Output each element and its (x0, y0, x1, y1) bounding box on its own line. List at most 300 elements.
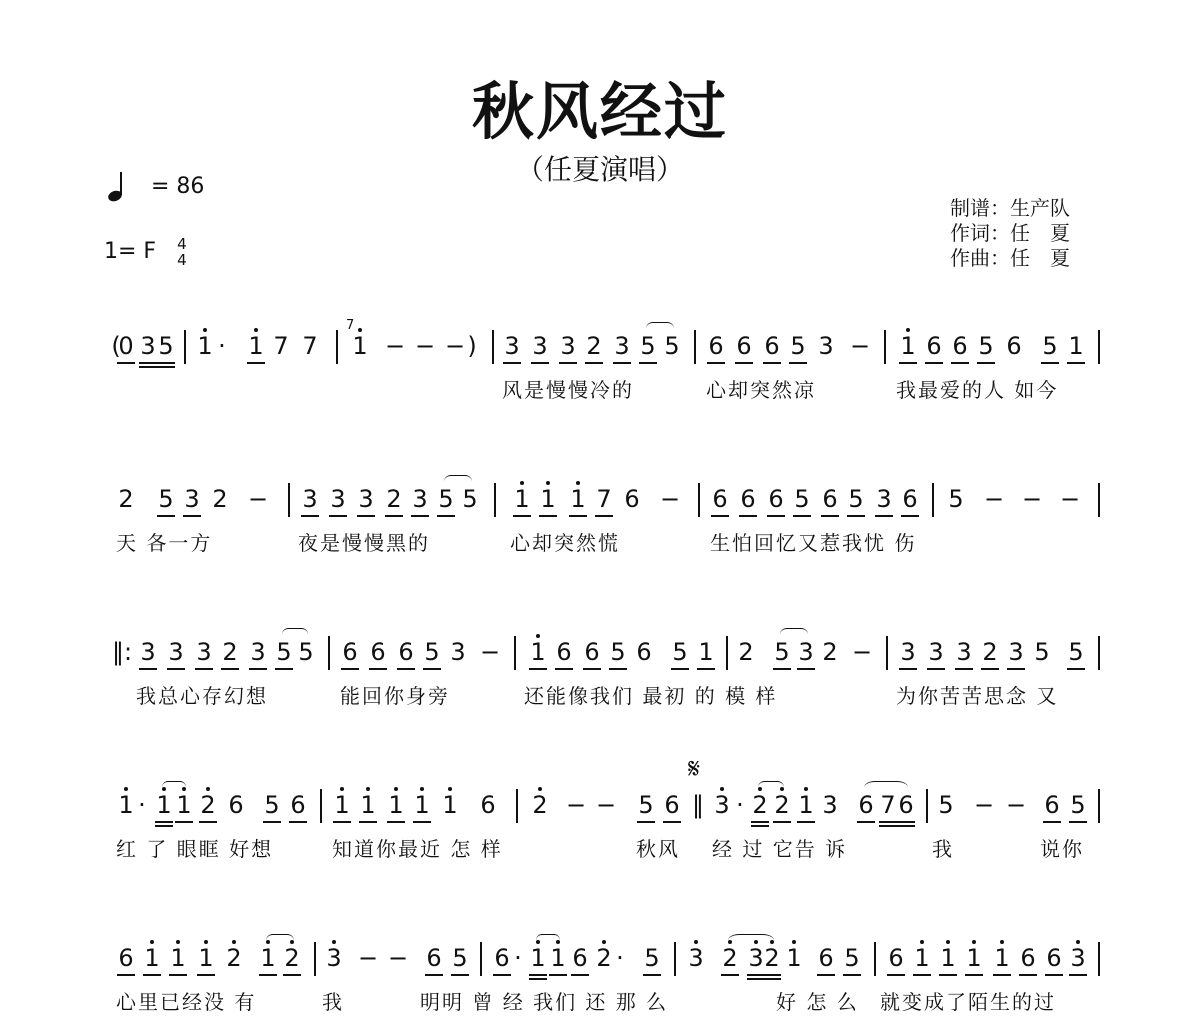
note-symbol: 1 (260, 944, 276, 972)
note-symbol: 1 (176, 791, 192, 819)
note-symbol: 1 (352, 332, 368, 360)
note-symbol: 1 (156, 791, 172, 819)
note-symbol: 5 (1068, 638, 1084, 666)
note-symbol: 2 (284, 944, 300, 972)
underline (529, 974, 547, 976)
note-symbol: 2 (118, 485, 134, 513)
octave-dot (520, 481, 524, 485)
lyric-phrase: 说你 (1040, 837, 1084, 861)
note-symbol: 6 (118, 944, 134, 972)
note-symbol: 6 (664, 791, 680, 819)
note-symbol: 5 (638, 791, 654, 819)
note-symbol: − (1021, 485, 1043, 513)
grace-note: 7 (346, 318, 355, 333)
note-symbol: 2 (774, 791, 790, 819)
underline (1019, 974, 1037, 976)
note-symbol: − (479, 638, 501, 666)
note-symbol: 1 (994, 944, 1010, 972)
lyric-phrase: 天 各一方 (116, 531, 213, 555)
barline (328, 636, 330, 670)
underline (197, 974, 215, 976)
underline (139, 668, 157, 670)
notation-row (0, 781, 1200, 831)
note-symbol: − (247, 485, 269, 513)
underline (1045, 974, 1063, 976)
lyric-phrase: 能回你身旁 (340, 684, 450, 708)
note-symbol: 6 (370, 638, 386, 666)
note-symbol: 6 (480, 791, 496, 819)
note-symbol: 5 (276, 638, 292, 666)
underline (637, 821, 655, 823)
note-symbol: 6 (740, 485, 756, 513)
octave-dot (972, 940, 976, 944)
underline (117, 974, 135, 976)
underline (1043, 821, 1061, 823)
note-symbol: 5 (462, 485, 478, 513)
note-symbol: 6 (898, 791, 914, 819)
note-symbol: 7 (880, 791, 896, 819)
note-symbol: 6 (1046, 944, 1062, 972)
quarter-note-icon (104, 170, 144, 204)
note-symbol: 1 (530, 638, 546, 666)
underline (437, 515, 455, 517)
underline (981, 668, 999, 670)
note-symbol: 3 (822, 791, 838, 819)
lyric-phrase: 好 怎 么 (776, 990, 859, 1014)
note-symbol: 5 (1070, 791, 1086, 819)
key-signature (104, 236, 187, 268)
lyric-phrase: 生怕回忆又惹我忧 伤 (710, 531, 917, 555)
note-symbol: 1 (1068, 332, 1084, 360)
underline (529, 668, 547, 670)
underline (549, 974, 567, 976)
octave-dot (232, 940, 236, 944)
note-symbol: 3 (330, 485, 346, 513)
note-symbol: 3 (196, 638, 212, 666)
underline (1069, 821, 1087, 823)
note-symbol: 6 (572, 944, 588, 972)
underline (595, 515, 613, 517)
note-symbol: 3 (140, 638, 156, 666)
underline (155, 821, 173, 823)
octave-dot (602, 940, 606, 944)
octave-dot (203, 328, 207, 332)
note-symbol: 5 (672, 638, 688, 666)
note-symbol: 6 (1006, 332, 1022, 360)
slur (282, 628, 308, 641)
underline (539, 515, 557, 517)
underline-double (157, 366, 175, 368)
note-symbol: 3 (748, 944, 764, 972)
underline (289, 821, 307, 823)
underline-double (751, 825, 769, 827)
note-symbol: 6 (398, 638, 414, 666)
underline (993, 974, 1011, 976)
note-symbol: 6 (952, 332, 968, 360)
note-symbol: − (444, 332, 466, 360)
octave-dot (538, 787, 542, 791)
lyric-phrase: 还能像我们 最初 的 模 样 (524, 684, 778, 708)
underline (531, 362, 549, 364)
underline (1069, 974, 1087, 976)
note-symbol: 5 (438, 485, 454, 513)
octave-dot (254, 328, 258, 332)
note-symbol: 2 (200, 791, 216, 819)
underline (887, 974, 905, 976)
underline (117, 362, 135, 364)
note-symbol: − (384, 332, 406, 360)
underline (913, 974, 931, 976)
note-symbol: 2 (222, 638, 238, 666)
note-symbol: 3 (876, 485, 892, 513)
song-subtitle: （任夏演唱） (515, 153, 684, 186)
lyric-phrase: 我 (322, 990, 344, 1014)
slur (864, 781, 908, 794)
underline (451, 974, 469, 976)
underline (879, 821, 897, 823)
note-symbol: 1 (530, 944, 546, 972)
time-sig-bottom: 4 (177, 251, 187, 269)
note-symbol: 5 (848, 485, 864, 513)
time-sig-top: 4 (177, 235, 187, 253)
underline (1007, 668, 1025, 670)
underline (157, 362, 175, 364)
note-symbol: 1 (118, 791, 134, 819)
credits (950, 196, 1070, 271)
underline (259, 974, 277, 976)
underline (773, 821, 791, 823)
lyrics-row (0, 374, 1200, 402)
slur (266, 934, 294, 947)
barline (480, 942, 482, 976)
underline (425, 974, 443, 976)
underline (977, 362, 995, 364)
note-symbol: − (849, 332, 871, 360)
underline (329, 515, 347, 517)
underline-double (879, 825, 897, 827)
note-symbol: − (357, 944, 379, 972)
barline (1098, 636, 1100, 670)
note-symbol: 3 (302, 485, 318, 513)
octave-dot (394, 787, 398, 791)
underline (797, 668, 815, 670)
note-symbol: 5 (938, 791, 954, 819)
lyric-phrase: 红 了 眼眶 好想 (116, 837, 274, 861)
slur (536, 934, 560, 947)
note-symbol: 7 (302, 332, 318, 360)
note-symbol: 6 (494, 944, 510, 972)
octave-dot (332, 940, 336, 944)
underline (899, 362, 917, 364)
note-symbol: 5 (264, 791, 280, 819)
lyric-phrase: 经 过 它告 诉 (712, 837, 848, 861)
tempo-marking (104, 170, 204, 204)
slur (780, 628, 808, 641)
note-symbol: − (973, 791, 995, 819)
lyric-phrase: 就变成了陌生的过 (880, 990, 1056, 1014)
note-symbol: 3 (614, 332, 630, 360)
barline (886, 636, 888, 670)
note-symbol: − (414, 332, 436, 360)
barline (874, 942, 876, 976)
note-symbol: 2 (212, 485, 228, 513)
slur (646, 322, 674, 335)
note-symbol: 1 (900, 332, 916, 360)
note-symbol: ‖ (692, 791, 704, 819)
note-symbol: 6 (818, 944, 834, 972)
octave-dot (340, 787, 344, 791)
lyric-phrase: 夜是慢慢黑的 (298, 531, 430, 555)
barline (698, 483, 700, 517)
note-symbol: 2 (752, 791, 768, 819)
underline-double (897, 825, 915, 827)
note-symbol: 2 (764, 944, 780, 972)
underline (797, 821, 815, 823)
note-symbol: 2 (532, 791, 548, 819)
underline (199, 821, 217, 823)
notation-row (0, 628, 1200, 678)
underline (847, 515, 865, 517)
underline (369, 668, 387, 670)
underline (585, 362, 603, 364)
note-symbol: 5 (424, 638, 440, 666)
underline (955, 668, 973, 670)
underline (169, 974, 187, 976)
underline (493, 974, 511, 976)
underline (1067, 362, 1085, 364)
underline (951, 362, 969, 364)
note-symbol: − (595, 791, 617, 819)
lyrics-row (0, 986, 1200, 1014)
underline (397, 668, 415, 670)
underline (357, 515, 375, 517)
underline (843, 974, 861, 976)
note-symbol: 5 (790, 332, 806, 360)
note-symbol: 0 (118, 332, 134, 360)
barline (516, 789, 518, 823)
slur (758, 781, 784, 794)
note-symbol: 2 (386, 485, 402, 513)
note-symbol: 2 (738, 638, 754, 666)
barline (1098, 789, 1100, 823)
underline (901, 515, 919, 517)
note-symbol: 2 (822, 638, 838, 666)
notation-row (0, 475, 1200, 525)
barline (288, 483, 290, 517)
barline (932, 483, 934, 517)
lyric-phrase: 心却突然慌 (510, 531, 620, 555)
underline (411, 515, 429, 517)
octave-dot (366, 787, 370, 791)
note-symbol: 5 (794, 485, 810, 513)
notation-row (0, 934, 1200, 984)
lyrics-row (0, 833, 1200, 861)
underline (609, 668, 627, 670)
underline-double (763, 978, 781, 980)
note-symbol: 3 (818, 332, 834, 360)
note-symbol: 6 (1020, 944, 1036, 972)
note-symbol: 1 (698, 638, 714, 666)
note-symbol: 3 (532, 332, 548, 360)
note-symbol: − (851, 638, 873, 666)
lyric-phrase: 我 (932, 837, 954, 861)
underline (301, 515, 319, 517)
underline (247, 362, 265, 364)
note-symbol: 1 (360, 791, 376, 819)
underline (927, 668, 945, 670)
song-title: 秋风经过 (471, 75, 728, 148)
octave-dot (694, 940, 698, 944)
barline (884, 330, 886, 364)
underline (763, 362, 781, 364)
note-symbol: 5 (844, 944, 860, 972)
note-symbol: 6 (822, 485, 838, 513)
octave-dot (720, 787, 724, 791)
note-symbol: 1 (540, 485, 556, 513)
barline (694, 330, 696, 364)
note-symbol: 6 (584, 638, 600, 666)
note-symbol: · (514, 944, 522, 972)
underline (663, 821, 681, 823)
note-symbol: ‖: (111, 638, 133, 666)
octave-dot (946, 940, 950, 944)
note-symbol: 3 (326, 944, 342, 972)
note-symbol: 1 (514, 485, 530, 513)
note-symbol: 1 (388, 791, 404, 819)
underline (571, 974, 589, 976)
note-symbol: 3 (450, 638, 466, 666)
lyric-phrase: 我总心存幻想 (136, 684, 268, 708)
octave-dot (150, 940, 154, 944)
underline (751, 821, 769, 823)
note-symbol: 1 (550, 944, 566, 972)
underline (939, 974, 957, 976)
note-symbol: 1 (197, 332, 213, 360)
note-symbol: 1 (334, 791, 350, 819)
underline (773, 668, 791, 670)
octave-dot (358, 328, 362, 332)
note-symbol: 1 (966, 944, 982, 972)
note-symbol: 6 (768, 485, 784, 513)
barline (492, 330, 494, 364)
octave-dot (792, 940, 796, 944)
note-symbol: 7 (273, 332, 289, 360)
note-symbol: 3 (140, 332, 156, 360)
underline (423, 668, 441, 670)
underline (697, 668, 715, 670)
note-symbol: 6 (636, 638, 652, 666)
note-symbol: 3 (358, 485, 374, 513)
note-symbol: 6 (228, 791, 244, 819)
note-symbol: 6 (1044, 791, 1060, 819)
note-symbol: 1 (442, 791, 458, 819)
underline (965, 974, 983, 976)
underline (175, 821, 193, 823)
note-symbol: 1 (786, 944, 802, 972)
underline (789, 362, 807, 364)
note-symbol: 3 (250, 638, 266, 666)
underline (763, 974, 781, 976)
note-symbol: 6 (858, 791, 874, 819)
note-symbol: 3 (168, 638, 184, 666)
underline (341, 668, 359, 670)
underline (643, 974, 661, 976)
barline (1098, 483, 1100, 517)
note-symbol: 3 (184, 485, 200, 513)
time-signature (177, 236, 187, 268)
barline (926, 789, 928, 823)
note-symbol: 3 (956, 638, 972, 666)
underline (503, 362, 521, 364)
underline (183, 515, 201, 517)
octave-dot (206, 787, 210, 791)
note-symbol: 3 (798, 638, 814, 666)
underline (221, 668, 239, 670)
notation-row (0, 318, 1200, 372)
underline (413, 821, 431, 823)
underline (569, 515, 587, 517)
octave-dot (1000, 940, 1004, 944)
note-symbol: 5 (298, 638, 314, 666)
note-symbol: 6 (902, 485, 918, 513)
lyric-phrase: 心里已经没 有 (116, 990, 257, 1014)
key-label: 1= F (104, 239, 157, 264)
note-symbol: 5 (610, 638, 626, 666)
note-symbol: − (565, 791, 587, 819)
underline (613, 362, 631, 364)
underline (387, 821, 405, 823)
note-symbol: 5 (664, 332, 680, 360)
lyric-phrase: 心却突然凉 (706, 378, 816, 402)
octave-dot (124, 787, 128, 791)
barline (184, 330, 186, 364)
note-symbol: 5 (978, 332, 994, 360)
note-symbol: − (983, 485, 1005, 513)
barline (726, 636, 728, 670)
note-symbol: 3 (928, 638, 944, 666)
note-symbol: 5 (1042, 332, 1058, 360)
note-symbol: 6 (342, 638, 358, 666)
credit-lyricist: 作词：任 夏 (950, 221, 1070, 245)
note-symbol: 2 (982, 638, 998, 666)
note-symbol: 5 (158, 332, 174, 360)
underline-double (155, 825, 173, 827)
underline (735, 362, 753, 364)
note-symbol: · (616, 944, 624, 972)
underline (925, 362, 943, 364)
note-symbol: 5 (774, 638, 790, 666)
underline-double (139, 366, 157, 368)
note-symbol: 7 (596, 485, 612, 513)
octave-dot (1076, 940, 1080, 944)
underline (359, 821, 377, 823)
note-symbol: 5 (948, 485, 964, 513)
underline (1041, 362, 1059, 364)
underline (721, 974, 739, 976)
underline (639, 362, 657, 364)
credit-composer: 作曲：任 夏 (950, 246, 1070, 270)
note-symbol: 3 (1008, 638, 1024, 666)
underline-double (529, 978, 547, 980)
note-symbol: 6 (736, 332, 752, 360)
octave-dot (448, 787, 452, 791)
note-symbol: 3 (714, 791, 730, 819)
barline (494, 483, 496, 517)
note-symbol: − (387, 944, 409, 972)
note-symbol: 1 (914, 944, 930, 972)
note-symbol: 1 (798, 791, 814, 819)
note-symbol: 1 (414, 791, 430, 819)
